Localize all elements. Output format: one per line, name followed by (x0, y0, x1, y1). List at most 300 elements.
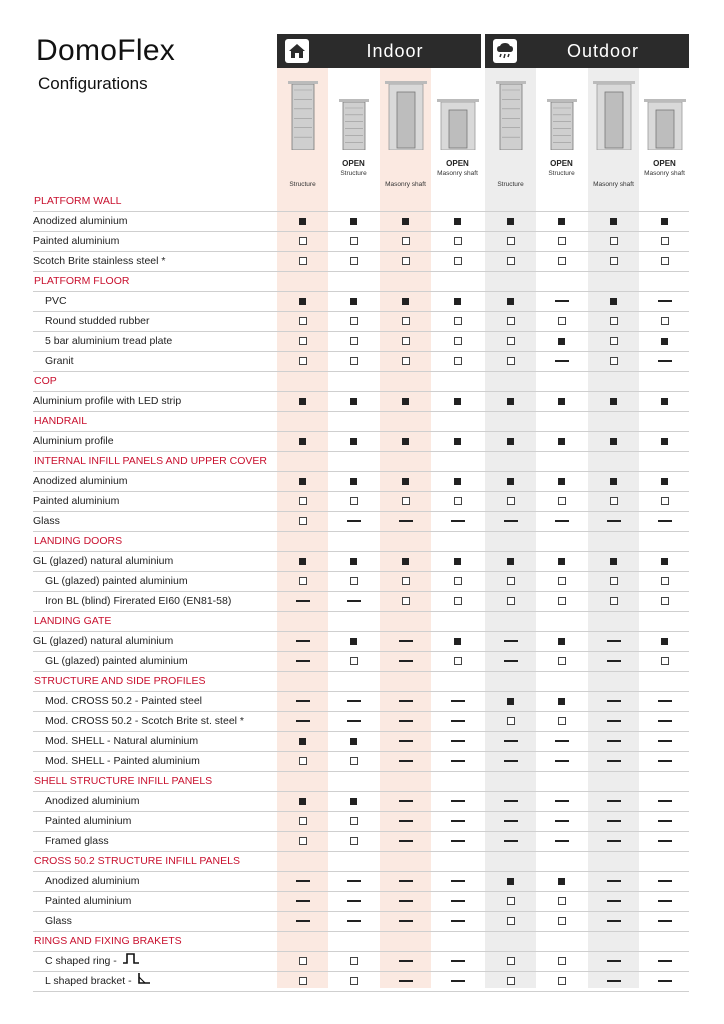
house-icon (285, 39, 309, 63)
table-cell (328, 971, 379, 991)
optional-square-icon (454, 257, 462, 265)
standard-square-icon (350, 218, 357, 225)
row-label (45, 911, 72, 931)
column-open-label (485, 158, 536, 169)
section-header (33, 531, 689, 552)
optional-square-icon (350, 977, 358, 985)
not-available-dash-icon (451, 820, 465, 821)
optional-square-icon (402, 317, 410, 325)
optional-square-icon (507, 337, 515, 345)
table-row (33, 231, 689, 252)
table-cell (380, 231, 431, 251)
standard-square-icon (610, 478, 617, 485)
standard-square-icon (299, 398, 306, 405)
row-label-text: Painted aluminium (33, 495, 120, 507)
table-cell (380, 831, 431, 851)
optional-square-icon (558, 237, 566, 245)
not-available-dash-icon (399, 800, 413, 801)
table-cell (432, 331, 483, 351)
table-cell (380, 811, 431, 831)
table-cell (588, 631, 639, 651)
table-cell (639, 471, 690, 491)
optional-square-icon (507, 717, 515, 725)
table-row (33, 971, 689, 992)
table-cell (588, 971, 639, 991)
not-available-dash-icon (607, 760, 621, 761)
standard-square-icon (661, 398, 668, 405)
table-row (33, 811, 689, 832)
row-label-text: Anodized aluminium (33, 475, 128, 487)
section-title: INTERNAL INFILL PANELS AND UPPER COVER (34, 455, 268, 467)
table-cell (277, 511, 328, 531)
optional-square-icon (507, 237, 515, 245)
table-cell (639, 551, 690, 571)
optional-square-icon (350, 577, 358, 585)
not-available-dash-icon (347, 700, 361, 701)
table-row (33, 891, 689, 912)
standard-square-icon (402, 298, 409, 305)
column-header (536, 158, 587, 188)
table-cell (328, 831, 379, 851)
not-available-dash-icon (399, 520, 413, 521)
standard-square-icon (661, 218, 668, 225)
table-cell (485, 691, 536, 711)
section-title: LANDING DOORS (34, 535, 123, 547)
standard-square-icon (299, 478, 306, 485)
table-cell (380, 291, 431, 311)
not-available-dash-icon (607, 700, 621, 701)
table-cell (639, 831, 690, 851)
table-cell (277, 391, 328, 411)
table-cell (432, 391, 483, 411)
table-cell (588, 791, 639, 811)
table-cell (639, 651, 690, 671)
table-cell (536, 691, 587, 711)
table-cell (588, 211, 639, 231)
not-available-dash-icon (451, 960, 465, 961)
table-cell (588, 891, 639, 911)
standard-square-icon (402, 398, 409, 405)
standard-square-icon (350, 798, 357, 805)
table-cell (588, 831, 639, 851)
optional-square-icon (610, 257, 618, 265)
section-header (33, 671, 689, 692)
section-title: COP (34, 375, 57, 387)
row-label (33, 391, 181, 411)
lift-thumbnail (432, 74, 483, 150)
not-available-dash-icon (399, 980, 413, 981)
table-cell (639, 211, 690, 231)
row-label (33, 471, 128, 491)
table-row (33, 571, 689, 592)
not-available-dash-icon (504, 660, 518, 661)
table-cell (277, 711, 328, 731)
table-cell (380, 391, 431, 411)
not-available-dash-icon (504, 740, 518, 741)
standard-square-icon (402, 558, 409, 565)
standard-square-icon (454, 478, 461, 485)
standard-square-icon (350, 438, 357, 445)
not-available-dash-icon (658, 920, 672, 921)
optional-square-icon (610, 337, 618, 345)
table-cell (277, 331, 328, 351)
optional-square-icon (610, 497, 618, 505)
standard-square-icon (507, 298, 514, 305)
row-label (45, 571, 188, 591)
table-cell (432, 911, 483, 931)
not-available-dash-icon (607, 660, 621, 661)
table-cell (328, 631, 379, 651)
table-row (33, 911, 689, 932)
row-label (45, 891, 131, 911)
not-available-dash-icon (555, 360, 569, 361)
row-label (45, 311, 150, 331)
standard-square-icon (610, 558, 617, 565)
not-available-dash-icon (451, 880, 465, 881)
optional-square-icon (454, 577, 462, 585)
optional-square-icon (454, 597, 462, 605)
optional-square-icon (661, 577, 669, 585)
table-cell (639, 231, 690, 251)
table-cell (277, 831, 328, 851)
table-cell (639, 711, 690, 731)
table-cell (328, 351, 379, 371)
table-cell (328, 891, 379, 911)
table-cell (432, 311, 483, 331)
not-available-dash-icon (504, 640, 518, 641)
not-available-dash-icon (451, 760, 465, 761)
not-available-dash-icon (347, 880, 361, 881)
section-title: LANDING GATE (34, 615, 112, 627)
row-label-text: GL (glazed) natural aluminium (33, 555, 174, 567)
row-label-text: Mod. CROSS 50.2 - Painted steel (45, 695, 202, 707)
table-cell (536, 651, 587, 671)
column-header (380, 158, 431, 188)
row-label-text: Aluminium profile (33, 435, 114, 447)
column-open-label: OPEN (550, 159, 573, 168)
table-row (33, 631, 689, 652)
not-available-dash-icon (607, 880, 621, 881)
table-cell (536, 431, 587, 451)
page-subtitle: Configurations (38, 74, 148, 93)
optional-square-icon (558, 717, 566, 725)
optional-square-icon (454, 657, 462, 665)
column-header (588, 158, 639, 188)
row-label-text: Painted aluminium (45, 895, 132, 907)
standard-square-icon (558, 218, 565, 225)
column-open-label (277, 158, 328, 169)
table-cell (536, 711, 587, 731)
not-available-dash-icon (607, 820, 621, 821)
table-cell (432, 751, 483, 771)
not-available-dash-icon (607, 640, 621, 641)
not-available-dash-icon (399, 720, 413, 721)
standard-square-icon (507, 698, 514, 705)
optional-square-icon (507, 317, 515, 325)
table-cell (588, 251, 639, 271)
row-label (33, 211, 128, 231)
table-cell (277, 251, 328, 271)
table-cell (432, 731, 483, 751)
section-title: HANDRAIL (34, 415, 88, 427)
column-header (432, 158, 483, 188)
not-available-dash-icon (399, 760, 413, 761)
row-label-text: Glass (33, 515, 60, 527)
table-row (33, 551, 689, 572)
table-cell (432, 871, 483, 891)
table-cell (588, 551, 639, 571)
table-cell (277, 631, 328, 651)
table-cell (380, 651, 431, 671)
not-available-dash-icon (451, 520, 465, 521)
optional-square-icon (454, 317, 462, 325)
table-row (33, 731, 689, 752)
table-cell (380, 571, 431, 591)
table-cell (328, 471, 379, 491)
standard-square-icon (558, 558, 565, 565)
not-available-dash-icon (296, 660, 310, 661)
table-cell (485, 591, 536, 611)
optional-square-icon (350, 837, 358, 845)
standard-square-icon (350, 478, 357, 485)
table-cell (485, 351, 536, 371)
table-cell (328, 331, 379, 351)
table-cell (485, 831, 536, 851)
row-label (33, 431, 114, 451)
optional-square-icon (350, 497, 358, 505)
optional-square-icon (299, 357, 307, 365)
table-cell (485, 331, 536, 351)
optional-square-icon (454, 237, 462, 245)
standard-square-icon (299, 738, 306, 745)
table-cell (432, 251, 483, 271)
standard-square-icon (454, 298, 461, 305)
lift-thumbnail (639, 74, 690, 150)
optional-square-icon (454, 337, 462, 345)
optional-square-icon (507, 957, 515, 965)
section-header (33, 851, 689, 872)
table-cell (432, 511, 483, 531)
not-available-dash-icon (504, 820, 518, 821)
table-cell (536, 591, 587, 611)
table-cell (485, 791, 536, 811)
not-available-dash-icon (451, 720, 465, 721)
optional-square-icon (299, 837, 307, 845)
column-type-label: Masonry shaft (385, 181, 426, 188)
not-available-dash-icon (658, 840, 672, 841)
row-label-text: Scotch Brite stainless steel * (33, 255, 166, 267)
table-cell (639, 951, 690, 971)
row-label-text: C shaped ring - (45, 955, 117, 967)
optional-square-icon (661, 257, 669, 265)
column-open-label (380, 158, 431, 169)
optional-square-icon (299, 257, 307, 265)
table-cell (536, 911, 587, 931)
table-row (33, 251, 689, 272)
not-available-dash-icon (451, 980, 465, 981)
table-cell (588, 571, 639, 591)
not-available-dash-icon (658, 980, 672, 981)
optional-square-icon (507, 897, 515, 905)
optional-square-icon (350, 657, 358, 665)
not-available-dash-icon (451, 920, 465, 921)
not-available-dash-icon (399, 900, 413, 901)
row-label-text: Aluminium profile with LED strip (33, 395, 182, 407)
table-cell (485, 251, 536, 271)
row-label (33, 491, 119, 511)
standard-square-icon (299, 298, 306, 305)
standard-square-icon (558, 398, 565, 405)
table-cell (432, 551, 483, 571)
not-available-dash-icon (399, 960, 413, 961)
not-available-dash-icon (658, 300, 672, 301)
table-cell (536, 511, 587, 531)
table-cell (277, 591, 328, 611)
table-cell (536, 571, 587, 591)
table-cell (328, 651, 379, 671)
table-cell (277, 811, 328, 831)
row-label-text: Mod. SHELL - Natural aluminium (45, 735, 199, 747)
standard-square-icon (402, 478, 409, 485)
optional-square-icon (350, 257, 358, 265)
table-row (33, 691, 689, 712)
not-available-dash-icon (504, 800, 518, 801)
section-header (33, 611, 689, 632)
table-cell (380, 351, 431, 371)
row-label (33, 631, 173, 651)
table-cell (485, 631, 536, 651)
table-cell (536, 891, 587, 911)
optional-square-icon (350, 237, 358, 245)
row-label (45, 731, 198, 751)
table-cell (639, 631, 690, 651)
not-available-dash-icon (296, 900, 310, 901)
table-cell (639, 751, 690, 771)
section-header (33, 371, 689, 392)
table-cell (639, 331, 690, 351)
table-cell (328, 751, 379, 771)
table-cell (588, 491, 639, 511)
outdoor-header (485, 34, 689, 68)
not-available-dash-icon (607, 840, 621, 841)
table-cell (536, 351, 587, 371)
table-cell (432, 811, 483, 831)
standard-square-icon (350, 298, 357, 305)
table-row (33, 211, 689, 232)
lift-thumbnail (588, 74, 639, 150)
row-label-text: Anodized aluminium (45, 795, 140, 807)
c-ring-icon (122, 955, 140, 967)
table-cell (588, 291, 639, 311)
row-label (33, 251, 165, 271)
table-row (33, 511, 689, 532)
optional-square-icon (558, 917, 566, 925)
standard-square-icon (507, 398, 514, 405)
not-available-dash-icon (399, 880, 413, 881)
table-cell (639, 791, 690, 811)
not-available-dash-icon (451, 840, 465, 841)
table-row (33, 351, 689, 372)
row-label (45, 971, 151, 991)
section-header (33, 451, 689, 472)
table-cell (277, 691, 328, 711)
standard-square-icon (454, 218, 461, 225)
table-row (33, 331, 689, 352)
row-label (45, 651, 188, 671)
optional-square-icon (558, 957, 566, 965)
table-cell (588, 431, 639, 451)
optional-square-icon (610, 577, 618, 585)
table-cell (328, 571, 379, 591)
column-header (639, 158, 690, 188)
table-cell (639, 491, 690, 511)
not-available-dash-icon (658, 800, 672, 801)
table-cell (432, 831, 483, 851)
table-cell (380, 631, 431, 651)
column-type-label: Masonry shaft (437, 170, 478, 177)
standard-square-icon (454, 558, 461, 565)
table-cell (588, 351, 639, 371)
table-cell (277, 751, 328, 771)
standard-square-icon (454, 398, 461, 405)
optional-square-icon (558, 257, 566, 265)
optional-square-icon (402, 577, 410, 585)
not-available-dash-icon (607, 740, 621, 741)
standard-square-icon (610, 298, 617, 305)
table-row (33, 471, 689, 492)
table-cell (380, 891, 431, 911)
table-row (33, 791, 689, 812)
table-cell (639, 891, 690, 911)
column-header (485, 158, 536, 188)
table-cell (380, 471, 431, 491)
table-cell (485, 571, 536, 591)
optional-square-icon (299, 337, 307, 345)
table-cell (485, 731, 536, 751)
standard-square-icon (558, 338, 565, 345)
table-cell (485, 751, 536, 771)
not-available-dash-icon (607, 980, 621, 981)
optional-square-icon (558, 597, 566, 605)
standard-square-icon (661, 638, 668, 645)
table-row (33, 591, 689, 612)
table-cell (639, 291, 690, 311)
table-cell (328, 911, 379, 931)
table-cell (536, 731, 587, 751)
section-title: PLATFORM WALL (34, 195, 122, 207)
table-cell (639, 971, 690, 991)
table-cell (639, 251, 690, 271)
optional-square-icon (299, 757, 307, 765)
table-row (33, 311, 689, 332)
not-available-dash-icon (555, 740, 569, 741)
standard-square-icon (454, 438, 461, 445)
standard-square-icon (299, 438, 306, 445)
table-cell (277, 491, 328, 511)
optional-square-icon (661, 497, 669, 505)
table-cell (432, 891, 483, 911)
not-available-dash-icon (555, 300, 569, 301)
not-available-dash-icon (451, 800, 465, 801)
table-cell (277, 291, 328, 311)
optional-square-icon (507, 357, 515, 365)
optional-square-icon (610, 237, 618, 245)
not-available-dash-icon (658, 900, 672, 901)
table-cell (328, 551, 379, 571)
table-cell (277, 211, 328, 231)
rain-cloud-icon (493, 39, 517, 63)
table-cell (536, 791, 587, 811)
